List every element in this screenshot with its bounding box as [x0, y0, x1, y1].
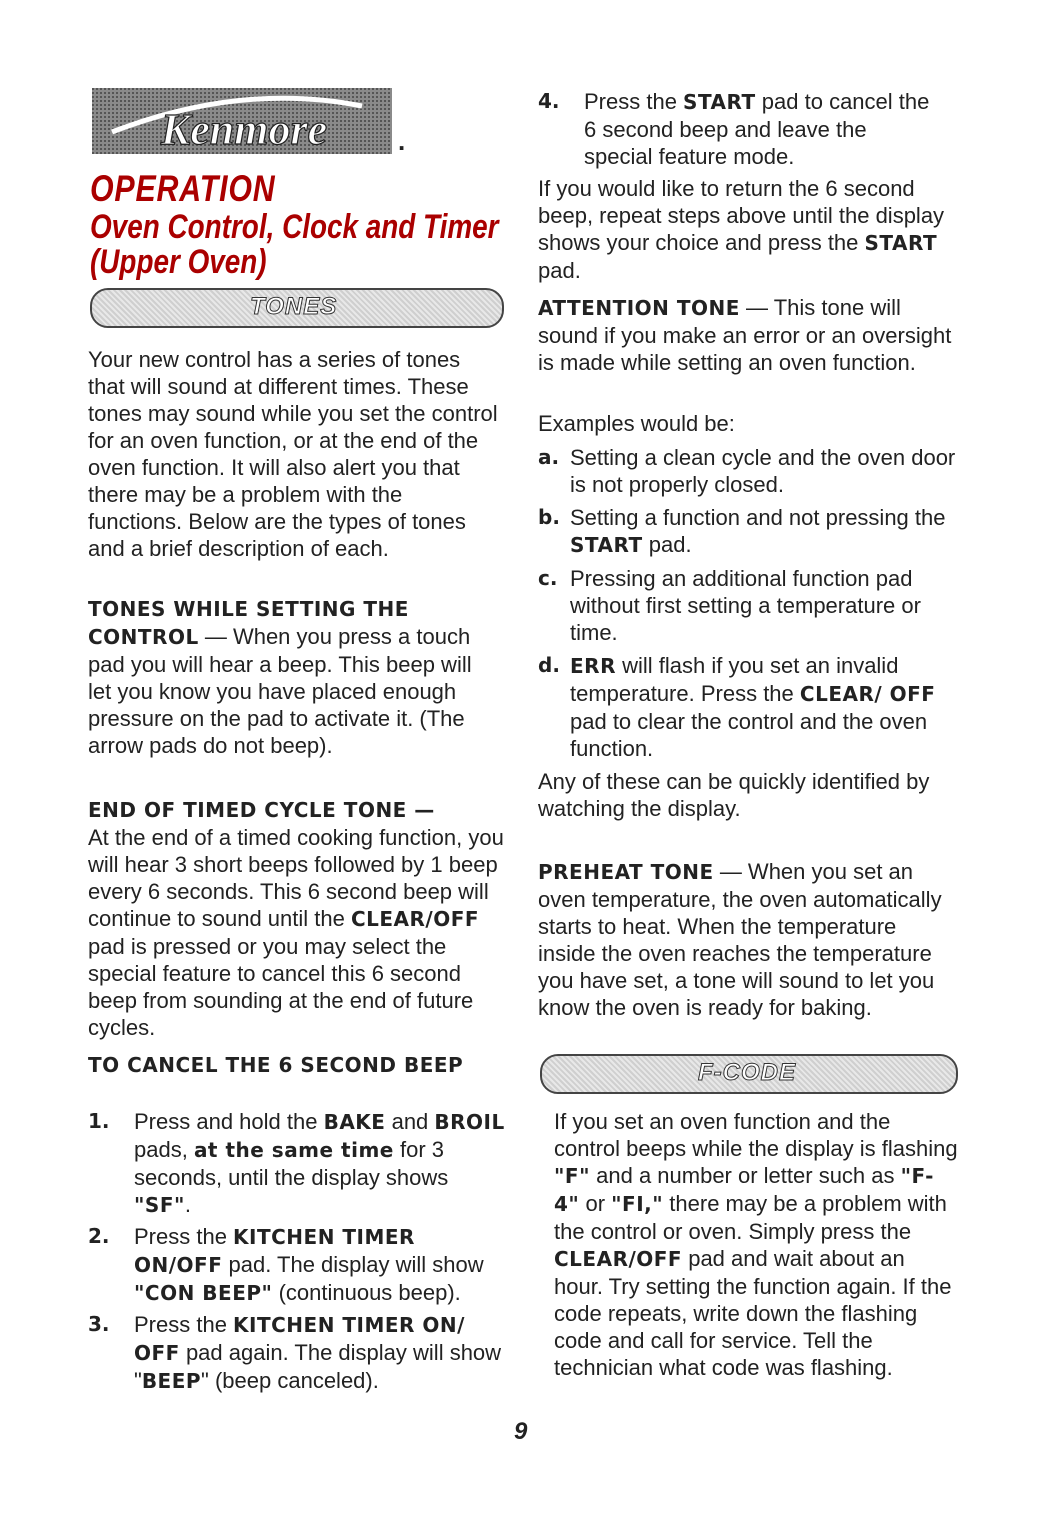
- page-title: OPERATION: [90, 168, 276, 209]
- logo-text: Kenmore: [160, 105, 328, 154]
- attention-closing: Any of these can be quickly identified by watching the display.: [538, 769, 930, 821]
- cancel-steps-list: [88, 1108, 508, 1395]
- attention-section: ATTENTION TONE — This tone will sound if you make an error or an oversight is made while setting an oven function.: [538, 295, 952, 375]
- setting-section: [88, 595, 498, 759]
- attention-list: [538, 444, 958, 762]
- setting-text: — When you press a touch pad you will hear a beep. This beep will let you know you have placed enough pressure on the pad to activate it. (The arrow pads do not beep).: [88, 624, 472, 758]
- attention-item-d: d. ERR will flash if you set an invalid temperature. Press the CLEAR/ OFF pad to clear the control and the oven function.: [538, 653, 936, 761]
- logo-dot: .: [398, 126, 406, 156]
- cancel-step-4-wrap: [538, 88, 938, 170]
- preheat-section: PREHEAT TONE — When you set an oven temperature, the oven automatically starts to heat. When the temperature inside the oven reaches the temperature you have set, a tone will sound to let you know the oven is ready for baking.: [538, 859, 942, 1020]
- page-number: 9: [514, 1418, 528, 1445]
- cancel-step-3: 3. Press the KITCHEN TIMER ON/ OFF pad again. The display will show "BEEP" (beep canceled).: [88, 1312, 502, 1393]
- intro-text: Your new control has a series of tones that will sound at different times. These tones may sound while you set the control for an oven function, or at the end of the oven function. It will also alert you that there may be a problem with the functions. Below are the types of tones and a brief description of each.: [88, 347, 498, 561]
- setting-heading: TONES WHILE SETTING THE CONTROL: [88, 597, 409, 649]
- cancel-heading: TO CANCEL THE 6 SECOND BEEP: [88, 1053, 464, 1077]
- attention-item-a: a. Setting a clean cycle and the oven door is not properly closed.: [538, 445, 956, 497]
- cancel-step-1: 1. Press and hold the BAKE and BROIL pads, at the same time for 3 seconds, until the display shows "SF".: [88, 1109, 505, 1217]
- page-subtitle-2: (Upper Oven): [90, 243, 267, 281]
- cancel-step-4: 4. Press the START pad to cancel the 6 second beep and leave the special feature mode.: [538, 89, 930, 169]
- cancel-after-text: If you would like to return the 6 second beep, repeat steps above until the display shows your choice and press the START pad.: [538, 176, 945, 283]
- fcode-text: If you set an oven function and the control beeps while the display is flashing "F" and a number or letter such as "F-4" or "FI," there may be a problem with the control or oven. Simply press the CLEAR/OFF pad and wait about an hour. Try setting the function again. If the code repeats, write down the flashing code and call for service. Tell the technician what code was flashing.: [554, 1109, 958, 1380]
- tones-banner: [90, 288, 504, 328]
- attention-item-c: c. Pressing an additional function pad without first setting a temperature or time.: [538, 566, 921, 645]
- attention-item-b: b. Setting a function and not pressing the START pad.: [538, 505, 946, 557]
- fcode-banner-label: F-CODE: [698, 1059, 796, 1086]
- cancel-step-2: 2. Press the KITCHEN TIMER ON/OFF pad. The display will show "CON BEEP" (continuous beep).: [88, 1224, 484, 1305]
- kenmore-logo: [92, 88, 392, 154]
- end-cycle-heading: END OF TIMED CYCLE TONE —: [88, 798, 435, 822]
- tones-banner-label: TONES: [250, 293, 338, 320]
- fcode-banner: [540, 1054, 958, 1094]
- end-cycle-section: END OF TIMED CYCLE TONE — At the end of a timed cooking function, you will hear 3 short beeps followed by 1 beep every 6 seconds. This 6 second beep will continue to sound until the CLEAR/OFF pad is pressed or you may select the special feature to cancel this 6 second beep from sounding at the end of future cycles.: [88, 798, 504, 1040]
- examples-label: Examples would be:: [538, 411, 735, 436]
- page-subtitle-1: Oven Control, Clock and Timer: [90, 208, 499, 246]
